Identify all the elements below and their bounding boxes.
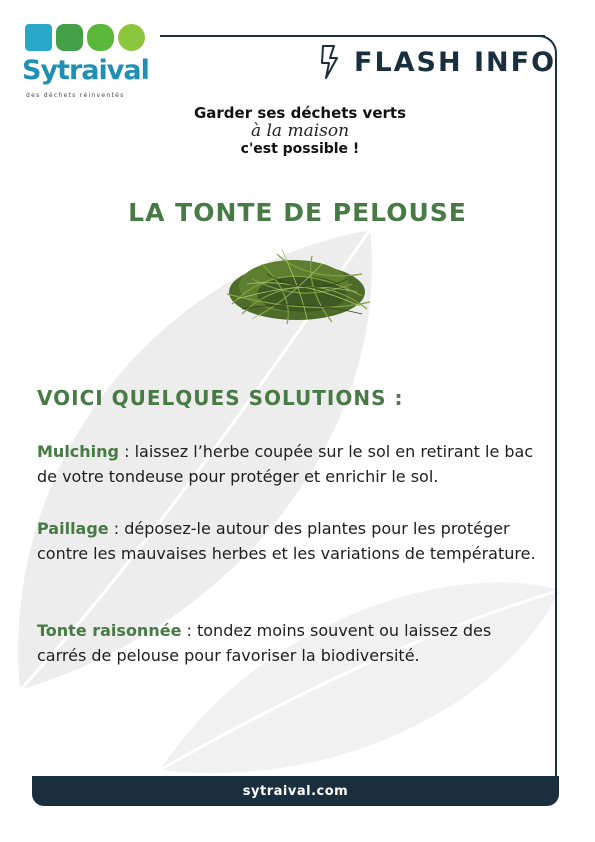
solution-text: : tondez moins souvent ou laissez des carrés de pelouse pour favoriser la biodiversité. xyxy=(37,621,492,665)
solution-paillage xyxy=(37,516,537,566)
flash-info-label: FLASH INFO xyxy=(354,46,557,78)
flash-info-header xyxy=(320,42,556,82)
intro-line-3: c'est possible ! xyxy=(240,141,360,157)
logo-circle-light-green xyxy=(118,24,145,51)
lightning-icon xyxy=(320,44,340,80)
solution-term: Tonte raisonnée xyxy=(37,621,182,640)
solution-term: Paillage xyxy=(37,519,109,538)
logo-square-mid-green xyxy=(87,24,114,51)
website-link[interactable]: sytraival.com xyxy=(242,783,349,799)
frame-top-line xyxy=(160,35,545,37)
logo-square-green xyxy=(56,24,83,51)
solution-mulching xyxy=(37,439,537,489)
intro-line-1: Garder ses déchets verts xyxy=(193,104,407,122)
solution-tonte-raisonnee xyxy=(37,618,537,668)
logo-square-teal xyxy=(25,24,52,51)
logo-name: Sytraival xyxy=(22,55,149,86)
solutions-heading: VOICI QUELQUES SOLUTIONS : xyxy=(37,386,404,410)
grass-clippings-image xyxy=(222,234,372,326)
solution-term: Mulching xyxy=(37,442,119,461)
sytraival-logo xyxy=(22,22,157,102)
logo-tagline: des déchets réinventés xyxy=(26,92,125,99)
solution-text: : déposez-le autour des plantes pour les protéger contre les mauvaises herbes et les variations de température. xyxy=(37,519,536,563)
footer-bar xyxy=(32,776,559,806)
intro-line-2: à la maison xyxy=(250,121,350,141)
frame-right-line xyxy=(555,55,557,785)
intro-block xyxy=(150,104,450,158)
page-title: LA TONTE DE PELOUSE xyxy=(128,198,467,227)
solution-text: : laissez l’herbe coupée sur le sol en retirant le bac de votre tondeuse pour protéger et enrichir le sol. xyxy=(37,442,534,486)
